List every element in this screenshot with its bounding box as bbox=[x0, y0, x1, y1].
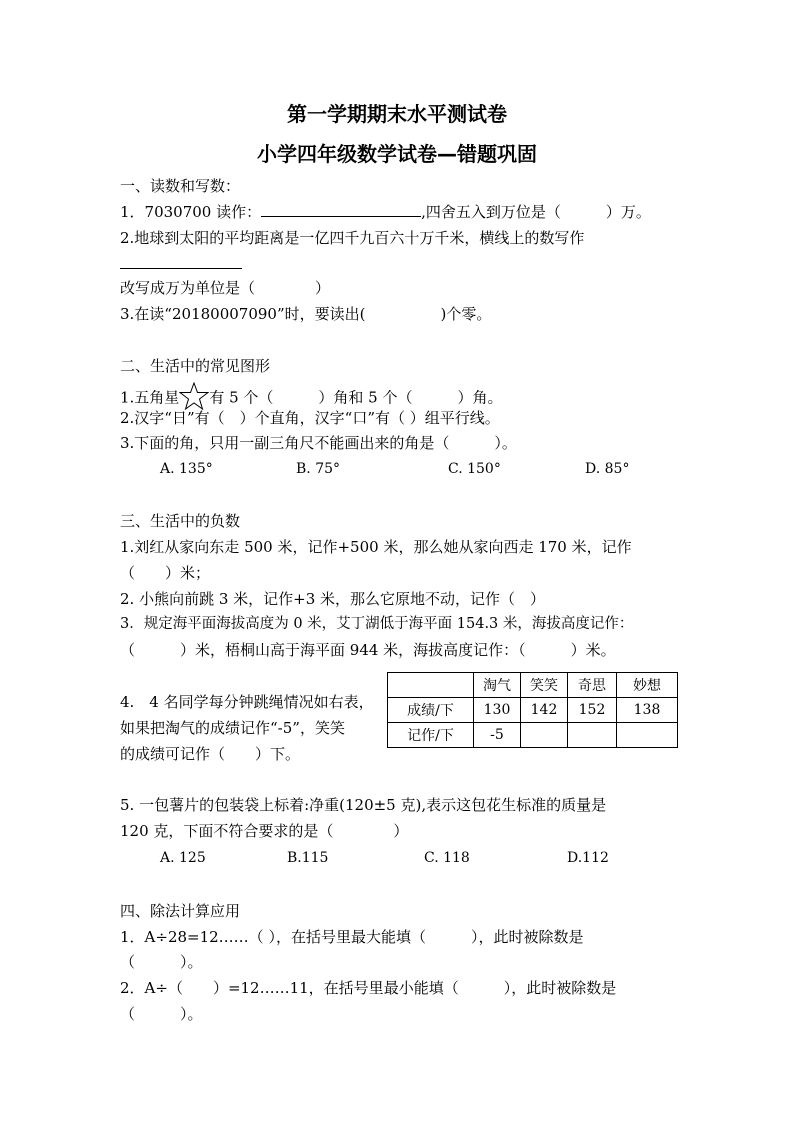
question: 120 克，下面不符合要求的是（ ） bbox=[120, 822, 409, 840]
table-cell bbox=[568, 723, 617, 748]
option: D. 85° bbox=[585, 461, 630, 477]
question: 1.刘红从家向东走 500 米，记作+500 米，那么她从家向西走 170 米，记作 bbox=[120, 538, 632, 556]
question: 3.下面的角，只用一副三角尺不能画出来的角是（ ）。 bbox=[120, 434, 517, 452]
question: （ ）米； bbox=[120, 564, 211, 582]
page-subtitle: 小学四年级数学试卷—错题巩固 bbox=[257, 142, 537, 166]
table-cell bbox=[521, 723, 568, 748]
question: （ ）。 bbox=[120, 1005, 203, 1023]
answer-line bbox=[120, 254, 242, 274]
table-row bbox=[388, 723, 678, 748]
question: 2. 小熊向前跳 3 米，记作+3 米，那么它原地不动，记作（ ） bbox=[120, 590, 546, 608]
table-cell: -5 bbox=[474, 723, 521, 748]
table-cell bbox=[617, 723, 678, 748]
question: （ ）。 bbox=[120, 953, 203, 971]
question-text: 有 5 个（ ）角和 5 个（ ）角。 bbox=[209, 388, 503, 407]
table-cell bbox=[388, 673, 474, 698]
table-cell: 130 bbox=[474, 698, 521, 723]
question: 的成绩可记作（ ）下。 bbox=[120, 745, 301, 763]
question: 改写成万为单位是（ ） bbox=[120, 279, 331, 297]
table-row bbox=[388, 698, 678, 723]
question bbox=[120, 202, 651, 222]
question-text: 1.五角星 bbox=[120, 388, 180, 407]
option: A. 135° bbox=[160, 461, 213, 477]
question: 2．A÷（ ）=12……11，在括号里最小能填（ ），此时被除数是 bbox=[120, 979, 617, 997]
option: B.115 bbox=[287, 850, 329, 866]
question-text: ,四舍五入到万位是（ ）万。 bbox=[421, 203, 651, 221]
question: （ ）米，梧桐山高于海平面 944 米，海拔高度记作：（ ）米。 bbox=[120, 641, 616, 659]
section-heading: 三、生活中的负数 bbox=[120, 512, 241, 530]
section-heading: 四、除法计算应用 bbox=[120, 902, 241, 920]
question: 4. 4 名同学每分钟跳绳情况如右表， bbox=[120, 693, 374, 711]
page-title: 第一学期期末水平测试卷 bbox=[287, 102, 507, 126]
table-header-row bbox=[388, 673, 678, 698]
table-cell: 奇思 bbox=[568, 673, 617, 698]
section-heading: 二、生活中的常见图形 bbox=[120, 357, 271, 375]
question-text: 1．7030700 读作： bbox=[120, 203, 262, 221]
table-cell: 妙想 bbox=[617, 673, 678, 698]
option: A. 125 bbox=[160, 850, 206, 866]
answer-line bbox=[261, 202, 421, 217]
option: B. 75° bbox=[296, 461, 341, 477]
table-cell: 成绩/下 bbox=[388, 698, 474, 723]
table-cell: 笑笑 bbox=[521, 673, 568, 698]
question: 3.在读“20180007090”时，要读出( )个零。 bbox=[120, 305, 492, 323]
question: 2.地球到太阳的平均距离是一亿四千九百六十万千米，横线上的数写作 bbox=[120, 229, 585, 247]
question: 1．A÷28=12……（ ），在括号里最大能填（ ），此时被除数是 bbox=[120, 928, 584, 946]
question: 5. 一包薯片的包装袋上标着:净重(120±5 克),表示这包花生标准的质量是 bbox=[120, 796, 607, 814]
table-cell: 142 bbox=[521, 698, 568, 723]
question: 如果把淘气的成绩记作“-5”，笑笑 bbox=[120, 719, 345, 737]
option: D.112 bbox=[567, 850, 609, 866]
table-cell: 记作/下 bbox=[388, 723, 474, 748]
question: 3．规定海平面海拔高度为 0 米，艾丁湖低于海平面 154.3 米，海拔高度记作： bbox=[120, 616, 634, 632]
jump-rope-table bbox=[387, 672, 678, 748]
table-cell: 152 bbox=[568, 698, 617, 723]
option: C. 150° bbox=[448, 461, 501, 477]
question: 2.汉字“日”有（ ）个直角，汉字“口”有（ ）组平行线。 bbox=[120, 409, 500, 427]
option: C. 118 bbox=[424, 850, 470, 866]
table-cell: 淘气 bbox=[474, 673, 521, 698]
table-cell: 138 bbox=[617, 698, 678, 723]
section-heading: 一、读数和写数： bbox=[120, 177, 241, 195]
